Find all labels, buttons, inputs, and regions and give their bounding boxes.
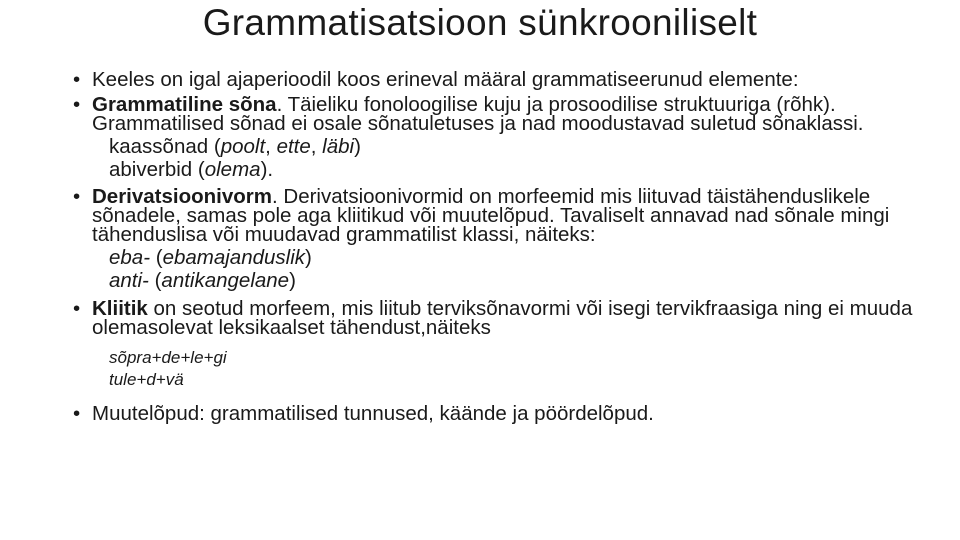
example-adpositions [73,135,933,158]
example-sep: , [310,135,323,158]
example-eba [73,246,933,269]
example-word: olema [204,158,261,181]
example-clitic-2: tule+d+vä [109,370,184,389]
bullet-grammatical-word [73,95,933,133]
slide-title: Grammatisatsioon sünkrooniliselt [202,2,758,43]
bullet-text: . Derivatsioonivormid on morfeemid mis liituvad täistähenduslikele sõnadele, samas pole aga kliitikud või muutelõpud. Tavaliselt annavad nad sõnale mingi tähenduslisa või muudavad grammatilist klassi, näiteks: [92,185,890,246]
example-label: abiverbid ( [109,158,205,181]
example-affix: anti- [109,269,149,292]
bullet-text: Keeles on igal ajaperioodil koos erineval määral grammatiseerunud elemente: [92,68,799,91]
bullet-text: on seotud morfeem, mis liitub terviksõnavormi või isegi tervikfraasiga ning ei muuda olemasolevat leksikaalset tähendust,näiteks [92,297,913,339]
bullet-derivation [73,187,933,244]
bullet-text: Muutelõpud: grammatilised tunnused, käände ja pöördelõpud. [92,402,654,425]
example-affix: eba- [109,246,151,269]
bullet-intro [73,70,933,89]
example-close: ) [289,269,296,292]
example-sep: ( [150,246,163,269]
bullet-inflection [73,404,933,423]
example-word: ette [276,135,311,158]
bullet-clitic [73,299,933,337]
example-sep: , [265,135,277,158]
example-close: ). [260,158,274,181]
bullet-text: . Täieliku fonoloogilise kuju ja prosoodilise struktuuriga (rõhk). Grammatilised sõnad ei osale sõnatuletuses ja nad moodustavad suletud sõnaklassi. [92,93,864,135]
example-word: antikangelane [161,269,290,292]
example-word: ebamajanduslik [162,246,306,269]
slide-content [73,70,933,423]
example-clitic-1: sõpra+de+le+gi [109,348,227,367]
example-auxiliaries [73,158,933,181]
bullet-term: Kliitik [92,297,148,320]
example-label: kaassõnad ( [109,135,221,158]
example-word: poolt [220,135,266,158]
example-word: läbi [322,135,355,158]
bullet-term: Grammatiline sõna [92,93,277,116]
example-sep: ( [148,269,162,292]
example-close: ) [354,135,361,158]
example-anti [73,269,933,292]
bullet-term: Derivatsioonivorm [92,185,272,208]
example-close: ) [305,246,312,269]
